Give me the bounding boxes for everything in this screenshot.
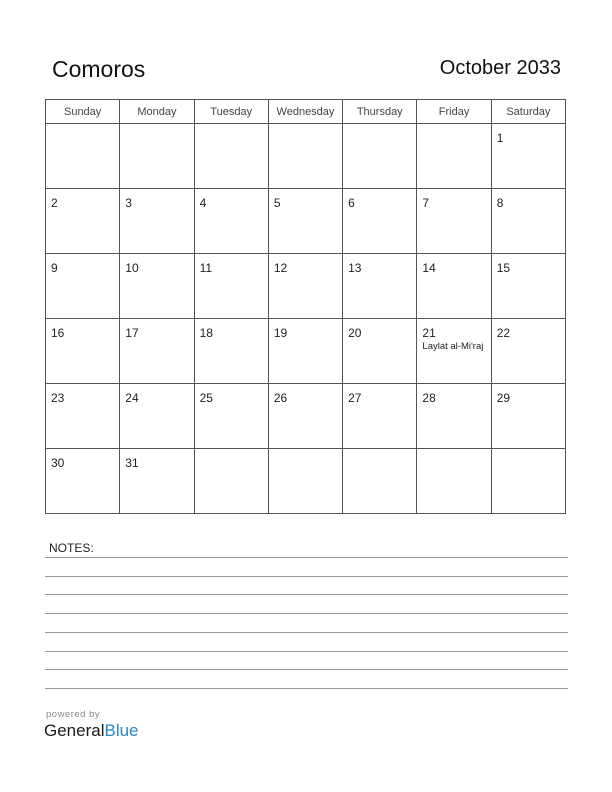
day-cell [491, 189, 565, 254]
day-cell [194, 124, 268, 189]
day-cell [343, 319, 417, 384]
day-cell [194, 319, 268, 384]
day-cell [268, 254, 342, 319]
notes-line [45, 576, 568, 577]
day-number: 17 [125, 326, 139, 340]
notes-line [45, 594, 568, 595]
day-cell [268, 124, 342, 189]
day-number: 26 [273, 391, 288, 405]
day-cell [268, 319, 342, 384]
weekday-header: Wednesday [268, 100, 342, 124]
calendar-grid [45, 99, 566, 514]
weekday-header: Saturday [491, 100, 565, 124]
week-row [46, 254, 566, 319]
day-cell [120, 319, 194, 384]
day-number: 16 [51, 326, 65, 340]
holiday-label: Laylat al-Mi'raj [422, 341, 484, 352]
day-number: 30 [51, 456, 65, 470]
day-cell [491, 384, 565, 449]
month-year-title: October 2033 [439, 57, 561, 79]
day-cell [194, 189, 268, 254]
day-cell [194, 384, 268, 449]
brand-general: General [44, 721, 105, 740]
day-number: 23 [51, 391, 65, 405]
day-cell [46, 449, 120, 514]
notes-line [45, 651, 568, 652]
day-number: 2 [51, 196, 58, 210]
day-number: 1 [496, 131, 504, 145]
day-cell [120, 449, 194, 514]
brand-blue: Blue [104, 721, 139, 740]
brand-logo [44, 721, 139, 741]
day-cell [120, 189, 194, 254]
day-number: 12 [273, 261, 288, 275]
notes-line [45, 557, 568, 558]
day-cell [343, 254, 417, 319]
week-row [46, 189, 566, 254]
day-cell [268, 189, 342, 254]
day-number: 19 [273, 326, 288, 340]
day-number: 7 [422, 196, 430, 210]
weekday-header: Tuesday [194, 100, 268, 124]
day-cell [491, 449, 565, 514]
day-cell [417, 189, 491, 254]
day-cell [417, 254, 491, 319]
day-number: 13 [348, 261, 362, 275]
weekday-header: Monday [120, 100, 194, 124]
day-cell [343, 124, 417, 189]
day-number: 21 [422, 326, 436, 340]
day-number: 20 [348, 326, 362, 340]
day-cell [417, 449, 491, 514]
day-cell [343, 384, 417, 449]
day-number: 11 [199, 261, 213, 275]
day-cell [268, 384, 342, 449]
weekday-header: Thursday [343, 100, 417, 124]
week-row [46, 319, 566, 384]
day-cell [120, 384, 194, 449]
day-number: 3 [125, 196, 132, 210]
weekday-header: Sunday [46, 100, 120, 124]
day-cell [343, 449, 417, 514]
day-number: 31 [125, 456, 139, 470]
day-number: 24 [125, 391, 139, 405]
week-row [46, 384, 566, 449]
day-cell [417, 319, 491, 384]
day-cell [46, 124, 120, 189]
day-cell [491, 254, 565, 319]
day-cell [268, 449, 342, 514]
day-number: 10 [125, 261, 139, 275]
day-cell [46, 189, 120, 254]
day-number: 15 [496, 261, 511, 275]
day-number: 25 [199, 391, 213, 405]
day-number: 6 [348, 196, 355, 210]
day-cell [120, 254, 194, 319]
day-cell [491, 319, 565, 384]
day-number: 8 [496, 196, 504, 210]
week-row [46, 449, 566, 514]
day-cell [491, 124, 565, 189]
country-title: Comoros [52, 56, 146, 82]
notes-line [45, 688, 568, 689]
weekday-header-row [46, 100, 566, 124]
notes-line [45, 632, 568, 633]
notes-line [45, 613, 568, 614]
day-number: 14 [422, 261, 436, 275]
day-cell [343, 189, 417, 254]
day-number: 18 [199, 326, 213, 340]
day-cell [194, 449, 268, 514]
day-cell [46, 319, 120, 384]
powered-by-text: powered by [46, 709, 101, 720]
notes-label: NOTES: [49, 541, 94, 555]
week-row [46, 124, 566, 189]
day-cell [417, 124, 491, 189]
day-cell [46, 384, 120, 449]
day-number: 27 [348, 391, 362, 405]
day-cell [120, 124, 194, 189]
day-number: 5 [273, 196, 281, 210]
weekday-header: Friday [417, 100, 491, 124]
notes-line [45, 669, 568, 670]
day-number: 22 [496, 326, 511, 340]
day-cell [194, 254, 268, 319]
day-number: 9 [51, 261, 58, 275]
day-cell [417, 384, 491, 449]
day-number: 4 [199, 196, 207, 210]
day-cell [46, 254, 120, 319]
day-number: 29 [496, 391, 511, 405]
day-number: 28 [422, 391, 436, 405]
